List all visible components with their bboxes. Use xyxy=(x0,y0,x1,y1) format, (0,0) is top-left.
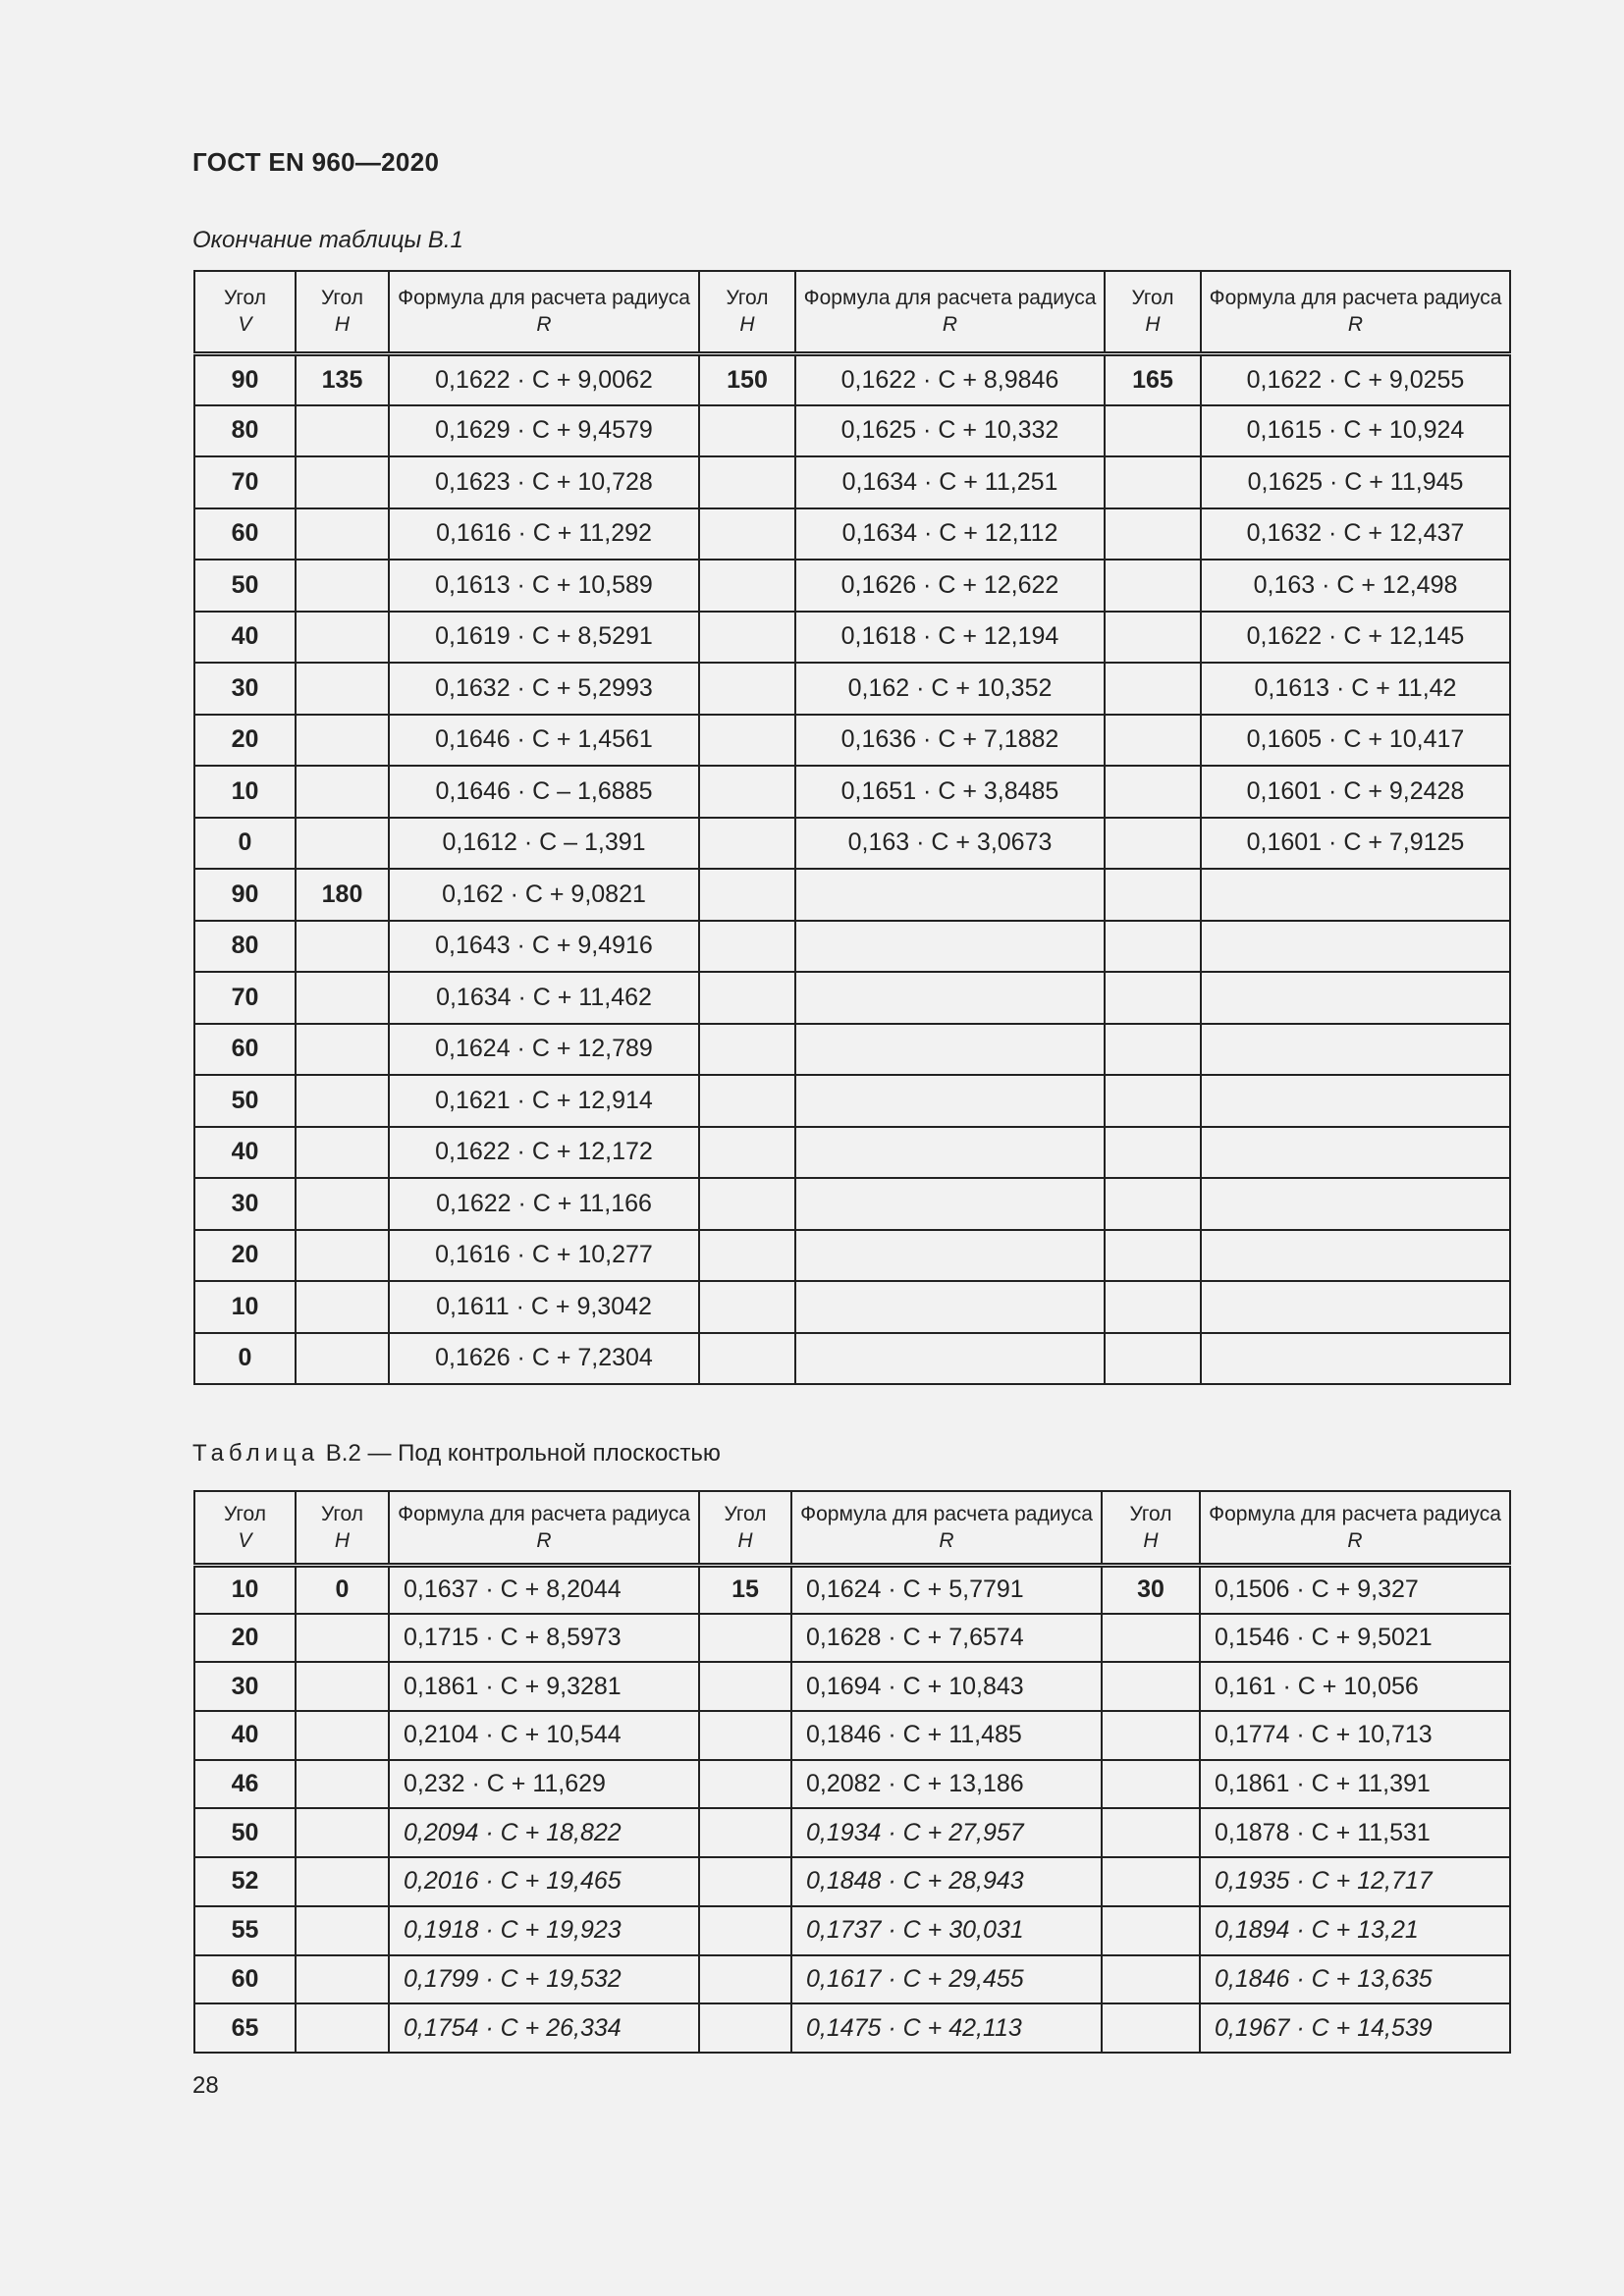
formula-cell: 0,1618 · C + 12,194 xyxy=(795,612,1105,664)
angle-h-cell xyxy=(699,1906,791,1955)
angle-h-cell xyxy=(296,456,389,508)
angle-h-cell xyxy=(699,1614,791,1663)
angle-v-cell: 90 xyxy=(194,353,296,405)
formula-cell xyxy=(1201,1230,1510,1282)
table-header-row xyxy=(194,1491,1510,1565)
header-angle-h: Угол H xyxy=(1105,271,1201,353)
angle-h-cell xyxy=(699,663,795,715)
formula-cell: 0,163 · C + 3,0673 xyxy=(795,818,1105,870)
formula-cell: 0,1601 · C + 9,2428 xyxy=(1201,766,1510,818)
formula-cell: 0,1621 · C + 12,914 xyxy=(389,1075,699,1127)
table-row xyxy=(194,766,1510,818)
table-row xyxy=(194,921,1510,973)
angle-h-cell xyxy=(1105,715,1201,767)
formula-cell: 0,2094 · C + 18,822 xyxy=(389,1808,699,1857)
formula-cell xyxy=(1201,1075,1510,1127)
angle-v-cell: 65 xyxy=(194,2003,296,2053)
table-row xyxy=(194,508,1510,561)
formula-cell xyxy=(1201,869,1510,921)
angle-h-cell xyxy=(699,405,795,457)
angle-h-cell xyxy=(1105,1333,1201,1385)
angle-h-cell xyxy=(296,560,389,612)
angle-v-cell: 80 xyxy=(194,405,296,457)
angle-h-cell xyxy=(296,663,389,715)
angle-v-cell: 0 xyxy=(194,1333,296,1385)
formula-cell: 0,1617 · C + 29,455 xyxy=(791,1955,1102,2004)
table-b2-caption-title: — Под контрольной плоскостью xyxy=(367,1440,721,1467)
table-row xyxy=(194,1711,1510,1760)
formula-cell: 0,1616 · C + 10,277 xyxy=(389,1230,699,1282)
formula-cell: 0,1967 · C + 14,539 xyxy=(1200,2003,1510,2053)
angle-h-cell xyxy=(699,1333,795,1385)
angle-h-cell xyxy=(1105,560,1201,612)
formula-cell: 0,1637 · C + 8,2044 xyxy=(389,1565,699,1614)
table-row xyxy=(194,1333,1510,1385)
angle-v-cell: 55 xyxy=(194,1906,296,1955)
formula-cell: 0,1646 · C – 1,6885 xyxy=(389,766,699,818)
formula-cell xyxy=(795,1024,1105,1076)
angle-h-cell xyxy=(296,1178,389,1230)
angle-h-cell xyxy=(296,508,389,561)
angle-v-cell: 10 xyxy=(194,1281,296,1333)
formula-cell: 0,1861 · C + 9,3281 xyxy=(389,1662,699,1711)
header-formula: Формула для расчета радиуса R xyxy=(389,1491,699,1565)
angle-h-cell xyxy=(699,1662,791,1711)
table-row xyxy=(194,405,1510,457)
formula-cell: 0,1626 · C + 7,2304 xyxy=(389,1333,699,1385)
angle-h-cell xyxy=(296,1857,389,1906)
table-row xyxy=(194,353,1510,405)
angle-h-cell xyxy=(1105,663,1201,715)
table-row xyxy=(194,1075,1510,1127)
formula-cell xyxy=(795,1281,1105,1333)
angle-h-cell xyxy=(699,1281,795,1333)
formula-cell xyxy=(795,972,1105,1024)
angle-h-cell xyxy=(296,1760,389,1809)
angle-h-cell: 165 xyxy=(1105,353,1201,405)
formula-cell: 0,2104 · C + 10,544 xyxy=(389,1711,699,1760)
header-formula: Формула для расчета радиуса R xyxy=(1201,271,1510,353)
angle-h-cell xyxy=(296,818,389,870)
angle-h-cell xyxy=(1105,1127,1201,1179)
formula-cell: 0,1626 · C + 12,622 xyxy=(795,560,1105,612)
angle-h-cell xyxy=(1102,1955,1200,2004)
angle-h-cell xyxy=(1105,1178,1201,1230)
angle-v-cell: 70 xyxy=(194,972,296,1024)
angle-h-cell xyxy=(699,766,795,818)
table-row xyxy=(194,1808,1510,1857)
formula-cell: 0,1622 · C + 9,0255 xyxy=(1201,353,1510,405)
formula-cell: 0,1629 · C + 9,4579 xyxy=(389,405,699,457)
table-b2-body xyxy=(194,1565,1510,2053)
table-row xyxy=(194,1906,1510,1955)
angle-h-cell xyxy=(1105,921,1201,973)
header-angle-h: Угол H xyxy=(296,271,389,353)
formula-cell: 0,1694 · C + 10,843 xyxy=(791,1662,1102,1711)
angle-h-cell xyxy=(296,1281,389,1333)
formula-cell xyxy=(795,869,1105,921)
angle-v-cell: 90 xyxy=(194,869,296,921)
formula-cell: 0,1623 · C + 10,728 xyxy=(389,456,699,508)
angle-h-cell xyxy=(1105,405,1201,457)
angle-h-cell xyxy=(699,1024,795,1076)
angle-h-cell xyxy=(699,1178,795,1230)
table-row xyxy=(194,456,1510,508)
angle-v-cell: 20 xyxy=(194,715,296,767)
angle-h-cell xyxy=(296,1662,389,1711)
formula-cell: 0,2082 · C + 13,186 xyxy=(791,1760,1102,1809)
header-formula: Формула для расчета радиуса R xyxy=(1200,1491,1510,1565)
table-row xyxy=(194,715,1510,767)
formula-cell: 0,162 · C + 10,352 xyxy=(795,663,1105,715)
angle-h-cell xyxy=(1105,869,1201,921)
angle-v-cell: 60 xyxy=(194,508,296,561)
formula-cell: 0,1651 · C + 3,8485 xyxy=(795,766,1105,818)
formula-cell: 0,1601 · C + 7,9125 xyxy=(1201,818,1510,870)
angle-h-cell xyxy=(1105,766,1201,818)
angle-h-cell xyxy=(699,560,795,612)
angle-v-cell: 40 xyxy=(194,1127,296,1179)
table-b1 xyxy=(193,270,1511,1385)
formula-cell: 0,1799 · C + 19,532 xyxy=(389,1955,699,2004)
angle-h-cell xyxy=(1105,1075,1201,1127)
angle-h-cell xyxy=(296,766,389,818)
formula-cell: 0,1625 · C + 10,332 xyxy=(795,405,1105,457)
table-b1-body xyxy=(194,353,1510,1384)
angle-v-cell: 60 xyxy=(194,1024,296,1076)
formula-cell: 0,1624 · C + 12,789 xyxy=(389,1024,699,1076)
angle-v-cell: 70 xyxy=(194,456,296,508)
table-row xyxy=(194,1565,1510,1614)
formula-cell: 0,2016 · C + 19,465 xyxy=(389,1857,699,1906)
table-b2-caption xyxy=(192,1440,721,1468)
table-row xyxy=(194,1614,1510,1663)
formula-cell: 0,1848 · C + 28,943 xyxy=(791,1857,1102,1906)
page-number: 28 xyxy=(192,2072,219,2099)
angle-h-cell xyxy=(296,1711,389,1760)
angle-h-cell xyxy=(296,1955,389,2004)
angle-v-cell: 10 xyxy=(194,766,296,818)
formula-cell: 0,1861 · C + 11,391 xyxy=(1200,1760,1510,1809)
formula-cell: 0,1611 · C + 9,3042 xyxy=(389,1281,699,1333)
angle-h-cell xyxy=(699,921,795,973)
angle-h-cell xyxy=(1102,1711,1200,1760)
angle-h-cell: 30 xyxy=(1102,1565,1200,1614)
angle-h-cell xyxy=(1102,1760,1200,1809)
formula-cell: 0,1715 · C + 8,5973 xyxy=(389,1614,699,1663)
formula-cell: 0,1605 · C + 10,417 xyxy=(1201,715,1510,767)
angle-h-cell xyxy=(1105,508,1201,561)
formula-cell: 0,1613 · C + 10,589 xyxy=(389,560,699,612)
formula-cell xyxy=(795,1333,1105,1385)
formula-cell: 0,232 · C + 11,629 xyxy=(389,1760,699,1809)
formula-cell: 0,1737 · C + 30,031 xyxy=(791,1906,1102,1955)
formula-cell: 0,1625 · C + 11,945 xyxy=(1201,456,1510,508)
formula-cell: 0,1632 · C + 12,437 xyxy=(1201,508,1510,561)
angle-h-cell xyxy=(296,972,389,1024)
formula-cell: 0,1636 · C + 7,1882 xyxy=(795,715,1105,767)
angle-h-cell xyxy=(699,1808,791,1857)
table-row xyxy=(194,1127,1510,1179)
formula-cell: 0,1878 · C + 11,531 xyxy=(1200,1808,1510,1857)
header-angle-h: Угол H xyxy=(1102,1491,1200,1565)
table-b2 xyxy=(193,1490,1511,2054)
angle-h-cell: 135 xyxy=(296,353,389,405)
table-row xyxy=(194,1857,1510,1906)
angle-h-cell xyxy=(1105,818,1201,870)
angle-h-cell xyxy=(1105,1024,1201,1076)
angle-h-cell xyxy=(699,456,795,508)
angle-v-cell: 46 xyxy=(194,1760,296,1809)
header-formula: Формула для расчета радиуса R xyxy=(389,271,699,353)
angle-h-cell xyxy=(296,1333,389,1385)
formula-cell: 0,1634 · C + 12,112 xyxy=(795,508,1105,561)
angle-h-cell xyxy=(699,2003,791,2053)
angle-h-cell xyxy=(699,1711,791,1760)
header-angle-v: Угол V xyxy=(194,271,296,353)
formula-cell: 0,1935 · C + 12,717 xyxy=(1200,1857,1510,1906)
formula-cell xyxy=(795,1230,1105,1282)
table-row xyxy=(194,1955,1510,2004)
table-row xyxy=(194,663,1510,715)
angle-h-cell xyxy=(1105,972,1201,1024)
angle-h-cell xyxy=(1105,1281,1201,1333)
formula-cell: 0,1634 · C + 11,462 xyxy=(389,972,699,1024)
angle-h-cell xyxy=(699,1760,791,1809)
formula-cell: 0,1934 · C + 27,957 xyxy=(791,1808,1102,1857)
formula-cell xyxy=(1201,921,1510,973)
table-row xyxy=(194,560,1510,612)
table-row xyxy=(194,1760,1510,1809)
angle-h-cell xyxy=(1102,2003,1200,2053)
table-row xyxy=(194,1662,1510,1711)
formula-cell: 0,1622 · C + 11,166 xyxy=(389,1178,699,1230)
angle-h-cell xyxy=(699,1857,791,1906)
angle-v-cell: 52 xyxy=(194,1857,296,1906)
formula-cell: 0,1846 · C + 13,635 xyxy=(1200,1955,1510,2004)
angle-h-cell xyxy=(1102,1906,1200,1955)
angle-v-cell: 30 xyxy=(194,663,296,715)
angle-h-cell xyxy=(699,1230,795,1282)
angle-h-cell xyxy=(296,715,389,767)
formula-cell: 0,1846 · C + 11,485 xyxy=(791,1711,1102,1760)
angle-h-cell xyxy=(1102,1614,1200,1663)
header-angle-h: Угол H xyxy=(699,271,795,353)
angle-v-cell: 40 xyxy=(194,1711,296,1760)
angle-h-cell xyxy=(296,2003,389,2053)
angle-h-cell xyxy=(296,1127,389,1179)
angle-h-cell xyxy=(699,1127,795,1179)
formula-cell xyxy=(795,1075,1105,1127)
angle-h-cell xyxy=(1102,1808,1200,1857)
angle-h-cell xyxy=(699,508,795,561)
table-row xyxy=(194,1281,1510,1333)
formula-cell xyxy=(1201,1024,1510,1076)
angle-h-cell xyxy=(699,869,795,921)
formula-cell: 0,1616 · C + 11,292 xyxy=(389,508,699,561)
angle-h-cell: 15 xyxy=(699,1565,791,1614)
formula-cell: 0,1634 · C + 11,251 xyxy=(795,456,1105,508)
formula-cell xyxy=(795,1127,1105,1179)
table-b1-caption: Окончание таблицы В.1 xyxy=(192,227,463,253)
angle-v-cell: 50 xyxy=(194,560,296,612)
formula-cell: 0,162 · C + 9,0821 xyxy=(389,869,699,921)
angle-h-cell xyxy=(296,1024,389,1076)
formula-cell: 0,1624 · C + 5,7791 xyxy=(791,1565,1102,1614)
angle-h-cell xyxy=(699,612,795,664)
formula-cell xyxy=(1201,972,1510,1024)
angle-h-cell xyxy=(699,1955,791,2004)
formula-cell xyxy=(1201,1127,1510,1179)
angle-h-cell xyxy=(296,1906,389,1955)
table-header-row xyxy=(194,271,1510,353)
table-row xyxy=(194,1230,1510,1282)
angle-h-cell xyxy=(1102,1662,1200,1711)
formula-cell: 0,1612 · C – 1,391 xyxy=(389,818,699,870)
table-row xyxy=(194,818,1510,870)
angle-h-cell xyxy=(296,1230,389,1282)
formula-cell: 0,1546 · C + 9,5021 xyxy=(1200,1614,1510,1663)
formula-cell: 0,1628 · C + 7,6574 xyxy=(791,1614,1102,1663)
formula-cell: 0,1622 · C + 12,172 xyxy=(389,1127,699,1179)
formula-cell: 0,161 · C + 10,056 xyxy=(1200,1662,1510,1711)
angle-h-cell xyxy=(296,612,389,664)
formula-cell: 0,163 · C + 12,498 xyxy=(1201,560,1510,612)
formula-cell xyxy=(1201,1178,1510,1230)
angle-v-cell: 80 xyxy=(194,921,296,973)
formula-cell: 0,1918 · C + 19,923 xyxy=(389,1906,699,1955)
angle-h-cell xyxy=(296,921,389,973)
formula-cell xyxy=(1201,1281,1510,1333)
formula-cell: 0,1754 · C + 26,334 xyxy=(389,2003,699,2053)
angle-h-cell xyxy=(699,818,795,870)
formula-cell: 0,1643 · C + 9,4916 xyxy=(389,921,699,973)
angle-h-cell: 150 xyxy=(699,353,795,405)
table-row xyxy=(194,869,1510,921)
angle-v-cell: 50 xyxy=(194,1808,296,1857)
angle-h-cell: 0 xyxy=(296,1565,389,1614)
table-row xyxy=(194,2003,1510,2053)
formula-cell: 0,1615 · C + 10,924 xyxy=(1201,405,1510,457)
formula-cell: 0,1475 · C + 42,113 xyxy=(791,2003,1102,2053)
table-row xyxy=(194,972,1510,1024)
formula-cell: 0,1632 · C + 5,2993 xyxy=(389,663,699,715)
angle-v-cell: 0 xyxy=(194,818,296,870)
angle-v-cell: 50 xyxy=(194,1075,296,1127)
table-b2-caption-label: Таблица xyxy=(192,1440,320,1467)
formula-cell: 0,1894 · C + 13,21 xyxy=(1200,1906,1510,1955)
angle-v-cell: 40 xyxy=(194,612,296,664)
formula-cell: 0,1619 · C + 8,5291 xyxy=(389,612,699,664)
table-b2-caption-number: В.2 xyxy=(325,1440,361,1467)
angle-h-cell xyxy=(699,972,795,1024)
formula-cell: 0,1506 · C + 9,327 xyxy=(1200,1565,1510,1614)
formula-cell: 0,1646 · C + 1,4561 xyxy=(389,715,699,767)
angle-h-cell xyxy=(699,715,795,767)
angle-v-cell: 20 xyxy=(194,1230,296,1282)
angle-h-cell xyxy=(699,1075,795,1127)
header-formula: Формула для расчета радиуса R xyxy=(791,1491,1102,1565)
formula-cell: 0,1622 · C + 12,145 xyxy=(1201,612,1510,664)
formula-cell xyxy=(1201,1333,1510,1385)
formula-cell: 0,1613 · C + 11,42 xyxy=(1201,663,1510,715)
table-row xyxy=(194,612,1510,664)
document-code: ГОСТ EN 960—2020 xyxy=(192,147,440,177)
angle-h-cell xyxy=(296,1614,389,1663)
header-angle-h: Угол H xyxy=(296,1491,389,1565)
angle-h-cell xyxy=(1105,1230,1201,1282)
table-row xyxy=(194,1024,1510,1076)
formula-cell xyxy=(795,921,1105,973)
angle-v-cell: 20 xyxy=(194,1614,296,1663)
angle-h-cell xyxy=(1102,1857,1200,1906)
angle-v-cell: 30 xyxy=(194,1178,296,1230)
formula-cell: 0,1774 · C + 10,713 xyxy=(1200,1711,1510,1760)
formula-cell: 0,1622 · C + 9,0062 xyxy=(389,353,699,405)
angle-h-cell: 180 xyxy=(296,869,389,921)
header-angle-v: Угол V xyxy=(194,1491,296,1565)
angle-h-cell xyxy=(296,1808,389,1857)
angle-v-cell: 10 xyxy=(194,1565,296,1614)
table-row xyxy=(194,1178,1510,1230)
angle-h-cell xyxy=(1105,456,1201,508)
formula-cell: 0,1622 · C + 8,9846 xyxy=(795,353,1105,405)
header-formula: Формула для расчета радиуса R xyxy=(795,271,1105,353)
formula-cell xyxy=(795,1178,1105,1230)
header-angle-h: Угол H xyxy=(699,1491,791,1565)
angle-v-cell: 30 xyxy=(194,1662,296,1711)
angle-h-cell xyxy=(296,405,389,457)
angle-v-cell: 60 xyxy=(194,1955,296,2004)
angle-h-cell xyxy=(296,1075,389,1127)
angle-h-cell xyxy=(1105,612,1201,664)
